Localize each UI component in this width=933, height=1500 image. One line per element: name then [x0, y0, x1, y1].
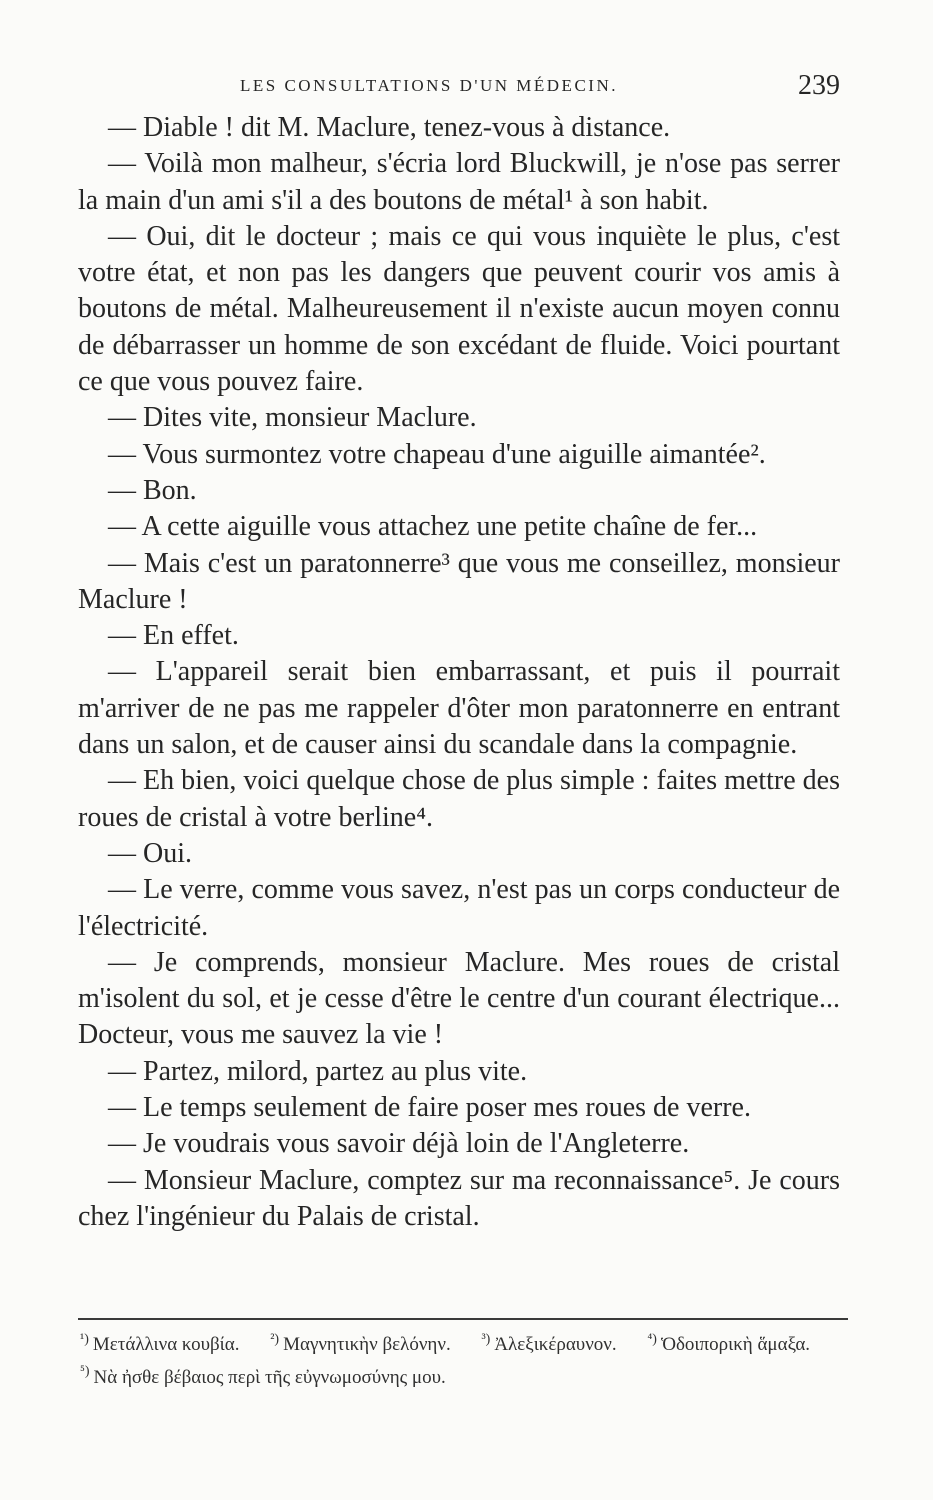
- footnote-text: Μετάλλινα κουβία.: [92, 1334, 240, 1356]
- running-title: LES CONSULTATIONS D'UN MÉDECIN.: [240, 76, 618, 95]
- footnote: [80, 1364, 446, 1388]
- paragraph: — Vous surmontez votre chapeau d'une aiguille aimantée².: [108, 438, 766, 470]
- paragraph: — Monsieur Maclure, comptez sur ma reconnaissance⁵. Je cours chez l'ingénieur du Palais de cristal.: [78, 1164, 840, 1232]
- paragraph: — Je comprends, monsieur Maclure. Mes roues de cristal m'isolent du sol, et je cesse d'être le centre d'un courant électrique... Docteur, vous me sauvez la vie !: [78, 946, 840, 1051]
- footnote-divider: [78, 1318, 848, 1320]
- paragraph: — Oui.: [108, 837, 192, 869]
- paragraph: — Bon.: [108, 474, 197, 506]
- footnote-number: ³): [481, 1332, 491, 1347]
- footnote-text: Μαγνητικὴν βελόνην.: [283, 1334, 451, 1356]
- paragraph: — Le verre, comme vous savez, n'est pas un corps conducteur de l'électricité.: [78, 874, 840, 942]
- page-header: [240, 70, 840, 104]
- footnote: [80, 1334, 239, 1355]
- paragraph: — En effet.: [108, 620, 239, 652]
- footnote-text: Ἀλεξικέραυνον.: [494, 1334, 617, 1356]
- paragraph: — Oui, dit le docteur ; mais ce qui vous inquiète le plus, c'est votre état, et non pas les dangers que peuvent courir vos amis à boutons de métal. Malheureusement il n'existe aucun moyen connu de débarrasser un homme de son excédant de fluide. Voici pourtant ce que vous pouvez faire.: [78, 220, 840, 398]
- paragraph: — Diable ! dit M. Maclure, tenez-vous à distance.: [108, 112, 671, 143]
- footnote: [647, 1334, 810, 1355]
- footnote-number: ⁵): [80, 1364, 90, 1380]
- footnote-number: ⁴): [647, 1332, 657, 1347]
- footnote-text: Ὁδοιπορικὴ ἅμαξα.: [660, 1334, 811, 1356]
- footnote-number: ¹): [80, 1332, 89, 1347]
- paragraph: — Voilà mon malheur, s'écria lord Bluckwill, je n'ose pas serrer la main d'un ami s'il a des boutons de métal¹ à son habit.: [78, 148, 840, 216]
- footnote-text: Νὰ ἠσθε βέβαιος περὶ τῆς εὐγνωμοσύνης μου.: [93, 1366, 446, 1388]
- footnote: [481, 1334, 616, 1355]
- footnote: [270, 1334, 450, 1355]
- body-text: [78, 110, 840, 1235]
- paragraph: — A cette aiguille vous attachez une petite chaîne de fer...: [108, 511, 758, 543]
- page-number: 239: [798, 70, 840, 101]
- paragraph: — Mais c'est un paratonnerre³ que vous me conseillez, monsieur Maclure !: [78, 547, 840, 615]
- paragraph: — Le temps seulement de faire poser mes roues de verre.: [108, 1092, 751, 1124]
- paragraph: — Eh bien, voici quelque chose de plus simple : faites mettre des roues de cristal à votre berline⁴.: [78, 765, 840, 833]
- footnotes: [80, 1326, 850, 1391]
- paragraph: — L'appareil serait bien embarrassant, et puis il pourrait m'arriver de ne pas me rappeler d'ôter mon paratonnerre en entrant dans un salon, et de causer ainsi du scandale dans la compagnie.: [78, 656, 840, 761]
- paragraph: — Dites vite, monsieur Maclure.: [108, 402, 477, 434]
- paragraph: — Partez, milord, partez au plus vite.: [108, 1055, 528, 1087]
- paragraph: — Je voudrais vous savoir déjà loin de l'Angleterre.: [108, 1128, 690, 1160]
- footnote-number: ²): [270, 1332, 280, 1347]
